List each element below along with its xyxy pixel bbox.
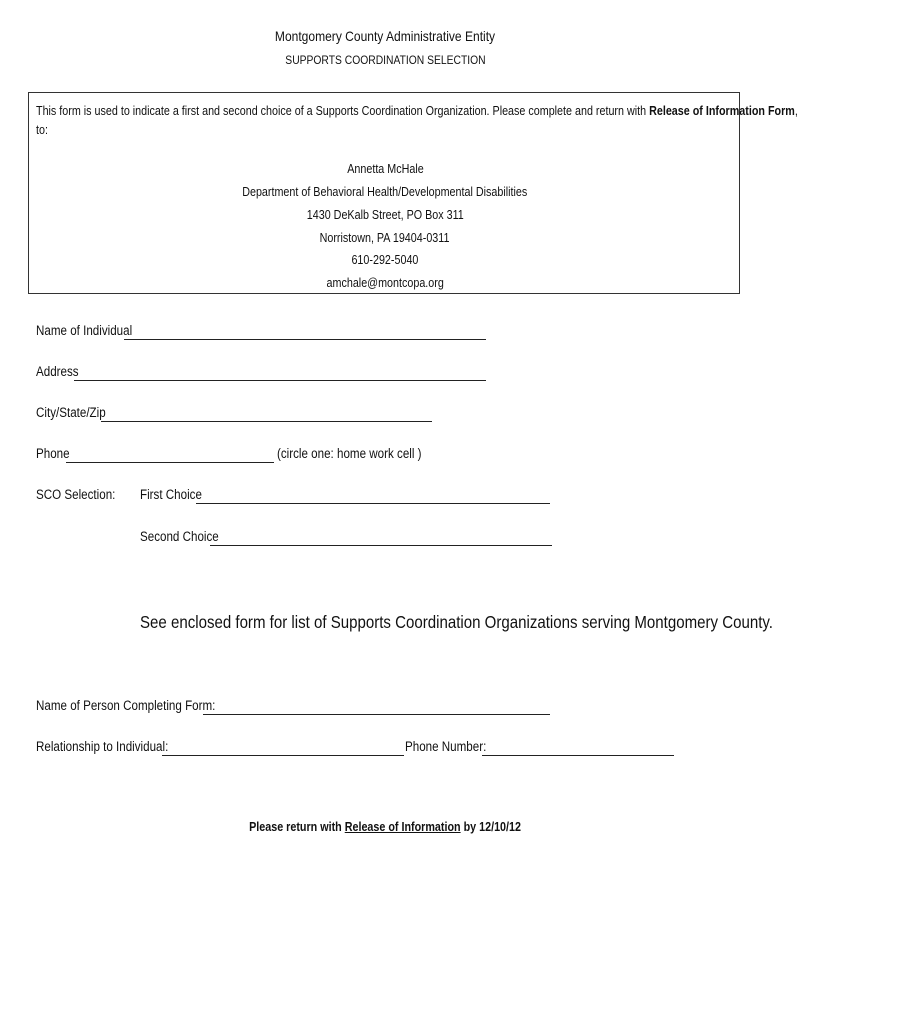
first-choice-field[interactable] (196, 503, 550, 504)
name-of-individual-field[interactable] (124, 339, 486, 340)
phone-label: Phone (36, 446, 70, 461)
completer-name-field[interactable] (203, 714, 550, 715)
relationship-field[interactable] (162, 755, 404, 756)
form-title: Montgomery County Administrative Entity (274, 28, 496, 44)
relationship-label: Relationship to Individual: (36, 739, 169, 754)
first-choice-label: First Choice (140, 487, 202, 502)
contact-street: 1430 DeKalb Street, PO Box 311 (306, 208, 464, 222)
contact-email: amchale@montcopa.org (326, 276, 444, 290)
contact-city: Norristown, PA 19404-0311 (320, 231, 450, 245)
instructions-text: This form is used to indicate a first and second choice of a Supports Coordination Organization. Please complete and return with Release of Information Form, (36, 104, 798, 118)
phone-type-options[interactable]: (circle one: home work cell ) (277, 446, 422, 461)
completer-name-label: Name of Person Completing Form: (36, 698, 216, 713)
return-deadline: Please return with Release of Information by 12/10/12 (249, 820, 521, 834)
contact-name: Annetta McHale (346, 162, 424, 176)
address-label: Address (36, 364, 79, 379)
contact-department: Department of Behavioral Health/Developmental Disabilities (242, 185, 528, 199)
sco-list-notice: See enclosed form for list of Supports Coordination Organizations serving Montgomery County. (140, 612, 773, 632)
sco-selection-label: SCO Selection: (36, 487, 116, 502)
release-of-information-link: Release of Information (344, 820, 461, 834)
release-form-reference: Release of Information Form (649, 104, 795, 118)
completer-phone-field[interactable] (482, 755, 674, 756)
phone-field[interactable] (66, 462, 274, 463)
second-choice-field[interactable] (210, 545, 552, 546)
contact-phone: 610-292-5040 (351, 253, 419, 267)
instructions-text-to: to: (36, 123, 48, 137)
form-subtitle: SUPPORTS COORDINATION SELECTION (284, 53, 486, 67)
address-field[interactable] (74, 380, 486, 381)
name-of-individual-label: Name of Individual (36, 323, 133, 338)
city-state-zip-label: City/State/Zip (36, 405, 106, 420)
completer-phone-label: Phone Number: (405, 739, 487, 754)
city-state-zip-field[interactable] (101, 421, 432, 422)
second-choice-label: Second Choice (140, 529, 219, 544)
